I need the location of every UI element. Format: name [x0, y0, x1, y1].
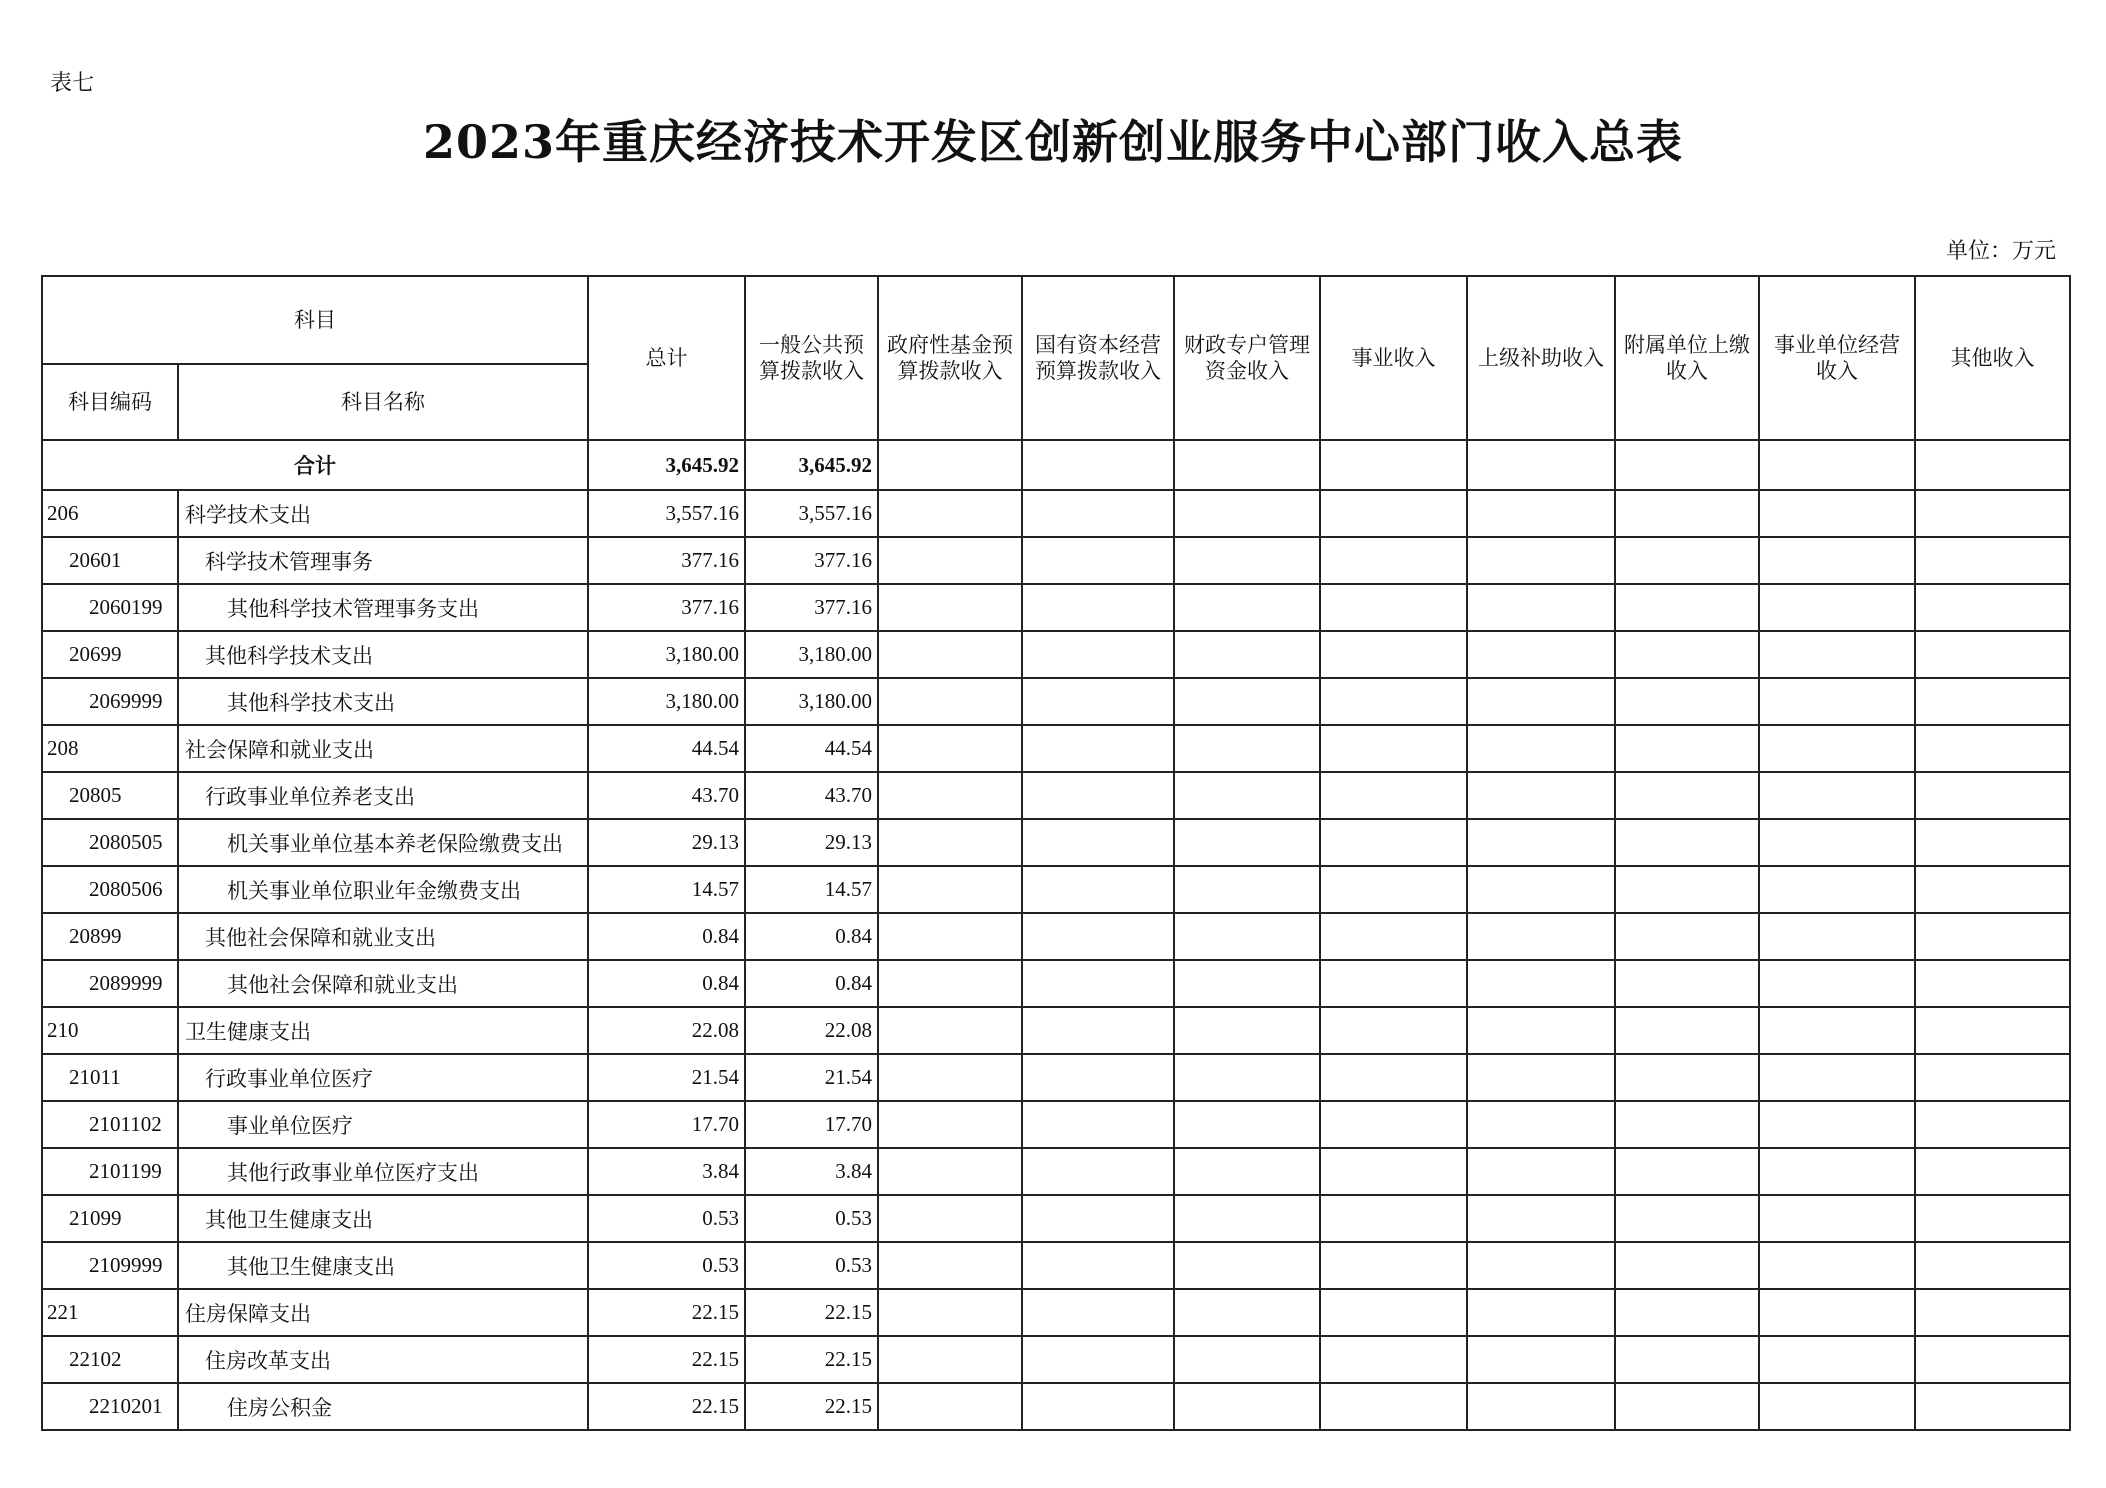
empty-cell — [1615, 1054, 1759, 1101]
empty-cell — [1320, 537, 1467, 584]
empty-cell — [1615, 1336, 1759, 1383]
table-number: 表七 — [50, 71, 95, 96]
row-general-budget: 0.84 — [745, 913, 878, 960]
empty-cell — [1759, 584, 1915, 631]
empty-cell — [1615, 537, 1759, 584]
subject-code: 2109999 — [42, 1242, 178, 1289]
row-general-budget: 3,180.00 — [745, 678, 878, 725]
empty-cell — [1615, 1383, 1759, 1430]
subject-name: 其他社会保障和就业支出 — [178, 960, 588, 1007]
empty-cell — [1022, 1289, 1174, 1336]
empty-cell — [1915, 678, 2070, 725]
empty-cell — [1174, 1336, 1320, 1383]
subject-name: 其他行政事业单位医疗支出 — [178, 1148, 588, 1195]
empty-cell — [878, 1101, 1022, 1148]
header-superior-subsidy: 上级补助收入 — [1467, 276, 1615, 440]
empty-cell — [1320, 1383, 1467, 1430]
empty-cell — [1022, 960, 1174, 1007]
subject-code: 2101102 — [42, 1101, 178, 1148]
empty-cell — [1915, 1242, 2070, 1289]
subject-name: 机关事业单位职业年金缴费支出 — [178, 866, 588, 913]
subject-name: 社会保障和就业支出 — [178, 725, 588, 772]
row-general-budget: 0.84 — [745, 960, 878, 1007]
empty-cell — [878, 537, 1022, 584]
empty-cell — [1915, 490, 2070, 537]
empty-cell — [878, 725, 1022, 772]
empty-cell — [1467, 1336, 1615, 1383]
row-total: 22.08 — [588, 1007, 745, 1054]
empty-cell — [1174, 584, 1320, 631]
subject-name: 其他科学技术支出 — [178, 678, 588, 725]
empty-cell — [1759, 1148, 1915, 1195]
empty-cell — [1022, 1383, 1174, 1430]
row-general-budget: 22.08 — [745, 1007, 878, 1054]
empty-cell — [1915, 1101, 2070, 1148]
empty-cell — [1022, 584, 1174, 631]
row-total: 3,180.00 — [588, 631, 745, 678]
empty-cell — [1320, 725, 1467, 772]
empty-cell — [1174, 866, 1320, 913]
empty-cell — [1174, 819, 1320, 866]
empty-cell — [1467, 960, 1615, 1007]
empty-cell — [1022, 1101, 1174, 1148]
empty-cell — [1759, 1007, 1915, 1054]
subject-code: 2101199 — [42, 1148, 178, 1195]
subject-name: 行政事业单位医疗 — [178, 1054, 588, 1101]
empty-cell — [1467, 1195, 1615, 1242]
subject-code: 21099 — [42, 1195, 178, 1242]
subject-code: 2080505 — [42, 819, 178, 866]
empty-cell — [878, 1336, 1022, 1383]
empty-cell — [1320, 1289, 1467, 1336]
empty-cell — [1467, 866, 1615, 913]
empty-cell — [1467, 819, 1615, 866]
row-total: 14.57 — [588, 866, 745, 913]
empty-cell — [1759, 1383, 1915, 1430]
empty-cell — [1615, 1101, 1759, 1148]
subject-name: 机关事业单位基本养老保险缴费支出 — [178, 819, 588, 866]
table-row — [42, 1101, 2070, 1148]
subject-code: 2080506 — [42, 866, 178, 913]
empty-cell — [878, 1289, 1022, 1336]
empty-cell — [1022, 819, 1174, 866]
row-total: 44.54 — [588, 725, 745, 772]
empty-cell — [1320, 819, 1467, 866]
row-total: 377.16 — [588, 537, 745, 584]
table-row — [42, 772, 2070, 819]
empty-cell — [1615, 866, 1759, 913]
subject-code: 2060199 — [42, 584, 178, 631]
row-total: 377.16 — [588, 584, 745, 631]
row-general-budget: 377.16 — [745, 584, 878, 631]
empty-cell — [878, 1007, 1022, 1054]
empty-cell — [1759, 490, 1915, 537]
empty-cell — [1915, 772, 2070, 819]
empty-cell — [1615, 1242, 1759, 1289]
empty-cell — [1174, 1195, 1320, 1242]
row-total: 0.53 — [588, 1195, 745, 1242]
header-subject-name: 科目名称 — [178, 364, 588, 440]
empty-cell — [1174, 1289, 1320, 1336]
row-total: 0.84 — [588, 960, 745, 1007]
empty-cell — [1022, 1148, 1174, 1195]
empty-cell — [1320, 678, 1467, 725]
table-row — [42, 1054, 2070, 1101]
subject-code: 20899 — [42, 913, 178, 960]
subject-name: 住房保障支出 — [178, 1289, 588, 1336]
empty-cell — [1615, 725, 1759, 772]
empty-cell — [1915, 1007, 2070, 1054]
empty-cell — [1467, 1101, 1615, 1148]
empty-cell — [1759, 678, 1915, 725]
header-operating-income: 事业单位经营收入 — [1759, 276, 1915, 440]
table-row — [42, 490, 2070, 537]
empty-cell — [1022, 1007, 1174, 1054]
empty-cell — [1022, 631, 1174, 678]
empty-cell — [1915, 819, 2070, 866]
table-row — [42, 1242, 2070, 1289]
empty-cell — [1022, 1054, 1174, 1101]
empty-cell — [1022, 1195, 1174, 1242]
empty-cell — [1022, 1242, 1174, 1289]
empty-cell — [1615, 678, 1759, 725]
subject-name: 行政事业单位养老支出 — [178, 772, 588, 819]
row-general-budget: 29.13 — [745, 819, 878, 866]
row-general-budget: 14.57 — [745, 866, 878, 913]
empty-cell — [878, 631, 1022, 678]
subject-name: 其他科学技术管理事务支出 — [178, 584, 588, 631]
row-general-budget: 377.16 — [745, 537, 878, 584]
income-summary-table — [41, 275, 2071, 1431]
empty-cell — [1759, 1289, 1915, 1336]
row-general-budget: 22.15 — [745, 1383, 878, 1430]
subject-code: 2089999 — [42, 960, 178, 1007]
empty-cell — [1467, 725, 1615, 772]
empty-cell — [1915, 1054, 2070, 1101]
empty-cell — [1915, 1336, 2070, 1383]
header-gov-fund: 政府性基金预算拨款收入 — [878, 276, 1022, 440]
row-general-budget: 22.15 — [745, 1336, 878, 1383]
empty-cell — [1615, 584, 1759, 631]
table-row — [42, 1289, 2070, 1336]
table-row — [42, 584, 2070, 631]
empty-cell — [1174, 678, 1320, 725]
empty-cell — [1915, 537, 2070, 584]
subject-name: 其他卫生健康支出 — [178, 1195, 588, 1242]
empty-cell — [1759, 913, 1915, 960]
row-total: 3.84 — [588, 1148, 745, 1195]
unit-label: 单位：万元 — [1945, 239, 2056, 264]
empty-cell — [1022, 866, 1174, 913]
empty-cell — [878, 584, 1022, 631]
empty-cell — [878, 490, 1022, 537]
subject-code: 206 — [42, 490, 178, 537]
row-general-budget: 17.70 — [745, 1101, 878, 1148]
empty-cell — [1320, 631, 1467, 678]
header-business-income: 事业收入 — [1320, 276, 1467, 440]
empty-cell — [878, 1383, 1022, 1430]
empty-cell — [1320, 866, 1467, 913]
empty-cell — [1320, 1101, 1467, 1148]
table-row — [42, 1148, 2070, 1195]
subject-code: 2069999 — [42, 678, 178, 725]
table-row — [42, 1383, 2070, 1430]
empty-cell — [1759, 537, 1915, 584]
empty-cell — [1759, 819, 1915, 866]
row-general-budget: 3,180.00 — [745, 631, 878, 678]
empty-cell — [878, 678, 1022, 725]
empty-cell — [1320, 1242, 1467, 1289]
row-general-budget: 3,557.16 — [745, 490, 878, 537]
empty-cell — [1320, 772, 1467, 819]
empty-cell — [1320, 960, 1467, 1007]
row-total: 22.15 — [588, 1336, 745, 1383]
row-total: 0.53 — [588, 1242, 745, 1289]
subject-code: 20699 — [42, 631, 178, 678]
empty-cell — [878, 772, 1022, 819]
empty-cell — [1022, 913, 1174, 960]
header-subject: 科目 — [42, 276, 588, 364]
empty-cell — [1174, 913, 1320, 960]
empty-cell — [1467, 631, 1615, 678]
row-total: 22.15 — [588, 1289, 745, 1336]
total-general-budget: 3,645.92 — [745, 440, 878, 490]
subject-code: 221 — [42, 1289, 178, 1336]
total-amount: 3,645.92 — [588, 440, 745, 490]
table-row — [42, 631, 2070, 678]
subject-code: 2210201 — [42, 1383, 178, 1430]
subject-name: 卫生健康支出 — [178, 1007, 588, 1054]
empty-cell — [1759, 1101, 1915, 1148]
table-row — [42, 866, 2070, 913]
empty-cell — [1915, 913, 2070, 960]
empty-cell — [1467, 772, 1615, 819]
row-total: 3,180.00 — [588, 678, 745, 725]
empty-cell — [1915, 1289, 2070, 1336]
empty-cell — [1759, 866, 1915, 913]
row-total: 29.13 — [588, 819, 745, 866]
empty-cell — [1467, 1007, 1615, 1054]
row-general-budget: 0.53 — [745, 1242, 878, 1289]
empty-cell — [1915, 725, 2070, 772]
empty-cell — [1467, 537, 1615, 584]
subject-code: 20601 — [42, 537, 178, 584]
empty-cell — [1615, 772, 1759, 819]
subject-code: 208 — [42, 725, 178, 772]
subject-name: 其他卫生健康支出 — [178, 1242, 588, 1289]
empty-cell — [1615, 819, 1759, 866]
subject-name: 科学技术管理事务 — [178, 537, 588, 584]
empty-cell — [1915, 584, 2070, 631]
empty-cell — [1759, 725, 1915, 772]
subject-name: 住房改革支出 — [178, 1336, 588, 1383]
row-total: 22.15 — [588, 1383, 745, 1430]
empty-cell — [1174, 1101, 1320, 1148]
empty-cell — [1759, 960, 1915, 1007]
empty-cell — [1022, 678, 1174, 725]
header-state-capital: 国有资本经营预算拨款收入 — [1022, 276, 1174, 440]
row-total: 17.70 — [588, 1101, 745, 1148]
table-row — [42, 1336, 2070, 1383]
empty-cell — [1174, 1383, 1320, 1430]
header-general-budget: 一般公共预算拨款收入 — [745, 276, 878, 440]
subject-code: 210 — [42, 1007, 178, 1054]
empty-cell — [1320, 1054, 1467, 1101]
header-other-income: 其他收入 — [1915, 276, 2070, 440]
empty-cell — [1174, 1007, 1320, 1054]
empty-cell — [1915, 631, 2070, 678]
empty-cell — [878, 1195, 1022, 1242]
table-row — [42, 1007, 2070, 1054]
empty-cell — [1022, 772, 1174, 819]
empty-cell — [1022, 537, 1174, 584]
empty-cell — [1759, 1054, 1915, 1101]
empty-cell — [1915, 1383, 2070, 1430]
row-general-budget: 0.53 — [745, 1195, 878, 1242]
row-general-budget: 21.54 — [745, 1054, 878, 1101]
empty-cell — [1759, 772, 1915, 819]
empty-cell — [1174, 537, 1320, 584]
empty-cell — [1174, 725, 1320, 772]
empty-cell — [1320, 1195, 1467, 1242]
page-title: 2023年重庆经济技术开发区创新创业服务中心部门收入总表 — [422, 115, 1684, 169]
empty-cell — [878, 913, 1022, 960]
empty-cell — [1615, 1007, 1759, 1054]
empty-cell — [1467, 678, 1615, 725]
table-row — [42, 819, 2070, 866]
empty-cell — [1320, 490, 1467, 537]
row-total: 3,557.16 — [588, 490, 745, 537]
empty-cell — [1759, 1195, 1915, 1242]
empty-cell — [1759, 631, 1915, 678]
subject-code: 22102 — [42, 1336, 178, 1383]
table-row — [42, 913, 2070, 960]
empty-cell — [1174, 1054, 1320, 1101]
header-subject-code: 科目编码 — [42, 364, 178, 440]
empty-cell — [1174, 772, 1320, 819]
row-general-budget: 3.84 — [745, 1148, 878, 1195]
empty-cell — [1467, 1242, 1615, 1289]
row-total: 0.84 — [588, 913, 745, 960]
empty-cell — [1022, 1336, 1174, 1383]
empty-cell — [1467, 913, 1615, 960]
empty-cell — [1759, 1336, 1915, 1383]
empty-cell — [878, 1148, 1022, 1195]
table-row — [42, 1195, 2070, 1242]
empty-cell — [1320, 1148, 1467, 1195]
empty-cell — [1615, 1148, 1759, 1195]
empty-cell — [1174, 1242, 1320, 1289]
row-total: 43.70 — [588, 772, 745, 819]
empty-cell — [1022, 490, 1174, 537]
empty-cell — [1174, 1148, 1320, 1195]
subject-name: 其他社会保障和就业支出 — [178, 913, 588, 960]
empty-cell — [1467, 1383, 1615, 1430]
total-label: 合计 — [42, 440, 588, 490]
row-general-budget: 44.54 — [745, 725, 878, 772]
row-general-budget: 43.70 — [745, 772, 878, 819]
empty-cell — [1615, 960, 1759, 1007]
empty-cell — [1615, 1289, 1759, 1336]
empty-cell — [1615, 913, 1759, 960]
table-row — [42, 725, 2070, 772]
empty-cell — [1174, 960, 1320, 1007]
header-total: 总计 — [588, 276, 745, 440]
empty-cell — [1467, 1054, 1615, 1101]
empty-cell — [1320, 1007, 1467, 1054]
empty-cell — [878, 819, 1022, 866]
empty-cell — [1467, 1148, 1615, 1195]
empty-cell — [1174, 631, 1320, 678]
empty-cell — [1467, 490, 1615, 537]
empty-cell — [878, 1242, 1022, 1289]
empty-cell — [878, 866, 1022, 913]
empty-cell — [1022, 725, 1174, 772]
row-general-budget: 22.15 — [745, 1289, 878, 1336]
empty-cell — [1320, 584, 1467, 631]
table-row — [42, 537, 2070, 584]
header-affiliated-income: 附属单位上缴收入 — [1615, 276, 1759, 440]
empty-cell — [1320, 1336, 1467, 1383]
row-total: 21.54 — [588, 1054, 745, 1101]
subject-name: 住房公积金 — [178, 1383, 588, 1430]
empty-cell — [1615, 631, 1759, 678]
empty-cell — [1915, 960, 2070, 1007]
empty-cell — [1615, 490, 1759, 537]
empty-cell — [1759, 1242, 1915, 1289]
total-row — [42, 440, 2070, 490]
empty-cell — [1915, 866, 2070, 913]
empty-cell — [1615, 1195, 1759, 1242]
table-row — [42, 960, 2070, 1007]
table-row — [42, 678, 2070, 725]
subject-name: 其他科学技术支出 — [178, 631, 588, 678]
empty-cell — [1467, 1289, 1615, 1336]
subject-name: 事业单位医疗 — [178, 1101, 588, 1148]
empty-cell — [1174, 490, 1320, 537]
empty-cell — [1320, 913, 1467, 960]
empty-cell — [878, 1054, 1022, 1101]
header-special-fund: 财政专户管理资金收入 — [1174, 276, 1320, 440]
subject-name: 科学技术支出 — [178, 490, 588, 537]
subject-code: 20805 — [42, 772, 178, 819]
subject-code: 21011 — [42, 1054, 178, 1101]
empty-cell — [878, 960, 1022, 1007]
empty-cell — [1467, 584, 1615, 631]
empty-cell — [1915, 1195, 2070, 1242]
empty-cell — [1915, 1148, 2070, 1195]
